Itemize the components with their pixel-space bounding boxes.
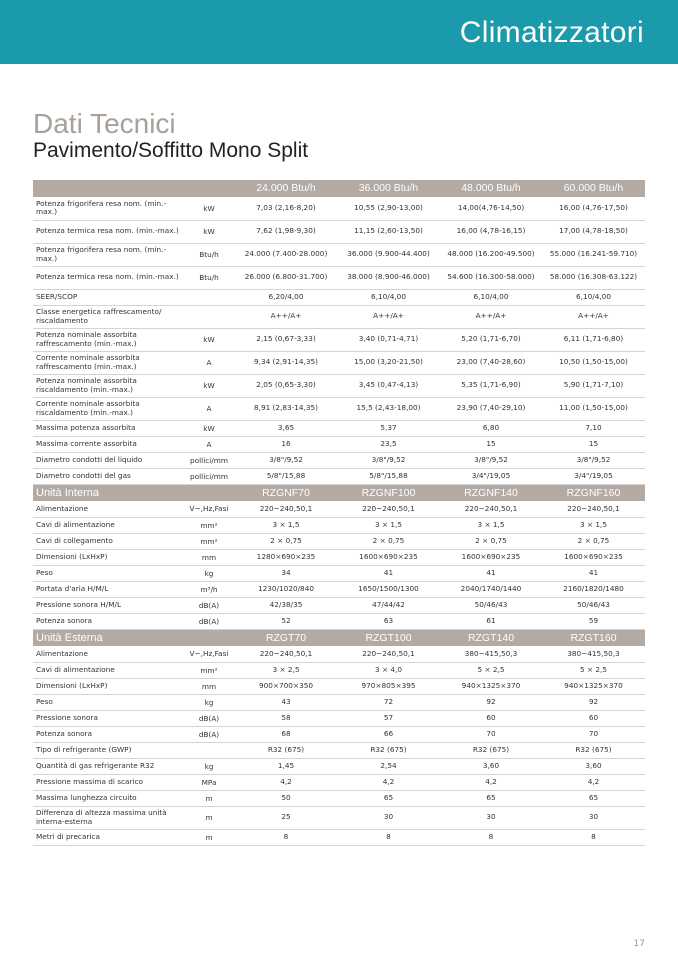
row-value: 36.000 (9.900-44.400) bbox=[337, 243, 440, 266]
row-unit: dB(A) bbox=[183, 613, 235, 629]
row-value: 2,15 (0,67-3,33) bbox=[235, 328, 337, 351]
row-value: 3,60 bbox=[542, 758, 645, 774]
row-unit: mm² bbox=[183, 662, 235, 678]
table-row bbox=[33, 266, 645, 289]
row-value: 1600×690×235 bbox=[440, 549, 542, 565]
table-row bbox=[33, 565, 645, 581]
row-value: R32 (675) bbox=[542, 742, 645, 758]
row-value: 66 bbox=[337, 726, 440, 742]
section-outdoor-col: RZGT140 bbox=[440, 629, 542, 646]
row-label: Alimentazione bbox=[33, 501, 183, 517]
row-value: 8 bbox=[542, 829, 645, 845]
row-value: 940×1325×370 bbox=[440, 678, 542, 694]
row-value: 68 bbox=[235, 726, 337, 742]
row-value: 2160/1820/1480 bbox=[542, 581, 645, 597]
table-row bbox=[33, 549, 645, 565]
row-value: 25 bbox=[235, 806, 337, 829]
row-value: 3,45 (0,47-4,13) bbox=[337, 374, 440, 397]
table-row bbox=[33, 420, 645, 436]
column-header-col: 24.000 Btu/h bbox=[235, 180, 337, 197]
table-row bbox=[33, 662, 645, 678]
row-label: Potenza frigorifera resa nom. (min.-max.) bbox=[33, 197, 183, 220]
table-row bbox=[33, 533, 645, 549]
table-row bbox=[33, 790, 645, 806]
section-indoor-col: RZGNF70 bbox=[235, 484, 337, 501]
row-value: 3,65 bbox=[235, 420, 337, 436]
row-value: 2 × 0,75 bbox=[542, 533, 645, 549]
table-row bbox=[33, 710, 645, 726]
row-unit: V~,Hz,Fasi bbox=[183, 501, 235, 517]
row-value: 3 × 1,5 bbox=[440, 517, 542, 533]
row-label: Dimensioni (LxHxP) bbox=[33, 678, 183, 694]
table-row bbox=[33, 613, 645, 629]
row-value: 900×700×350 bbox=[235, 678, 337, 694]
row-value: 16,00 (4,78-16,15) bbox=[440, 220, 542, 243]
row-value: 23,00 (7,40-28,60) bbox=[440, 351, 542, 374]
row-value: 4,2 bbox=[235, 774, 337, 790]
row-label: Potenza nominale assorbita raffrescamento (min.-max.) bbox=[33, 328, 183, 351]
row-value: 15 bbox=[440, 436, 542, 452]
table-row bbox=[33, 220, 645, 243]
row-label: Potenza sonora bbox=[33, 726, 183, 742]
row-value: 41 bbox=[542, 565, 645, 581]
row-unit: m³/h bbox=[183, 581, 235, 597]
row-value: 5 × 2,5 bbox=[542, 662, 645, 678]
row-value: 1600×690×235 bbox=[337, 549, 440, 565]
row-value: 7,62 (1,98-9,30) bbox=[235, 220, 337, 243]
section-outdoor-label: Unità Esterna bbox=[33, 629, 183, 646]
column-header-col: 36.000 Btu/h bbox=[337, 180, 440, 197]
row-value: 5,90 (1,71-7,10) bbox=[542, 374, 645, 397]
row-label: Potenza termica resa nom. (min.-max.) bbox=[33, 266, 183, 289]
row-label: Pressione sonora bbox=[33, 710, 183, 726]
row-value: R32 (675) bbox=[440, 742, 542, 758]
row-unit: Btu/h bbox=[183, 266, 235, 289]
row-label: Portata d'aria H/M/L bbox=[33, 581, 183, 597]
table-row bbox=[33, 501, 645, 517]
row-value: 220~240,50,1 bbox=[235, 646, 337, 662]
section-outdoor-col: RZGT160 bbox=[542, 629, 645, 646]
row-value: 1,45 bbox=[235, 758, 337, 774]
row-value: 41 bbox=[337, 565, 440, 581]
row-label: Peso bbox=[33, 694, 183, 710]
table-row bbox=[33, 581, 645, 597]
row-value: 72 bbox=[337, 694, 440, 710]
table-row bbox=[33, 305, 645, 328]
row-label: Alimentazione bbox=[33, 646, 183, 662]
table-row bbox=[33, 289, 645, 305]
row-unit: kW bbox=[183, 420, 235, 436]
row-value: 30 bbox=[542, 806, 645, 829]
row-value: 8 bbox=[337, 829, 440, 845]
row-value: 3,40 (0,71-4,71) bbox=[337, 328, 440, 351]
row-value: 940×1325×370 bbox=[542, 678, 645, 694]
column-header bbox=[33, 180, 645, 197]
row-unit: kW bbox=[183, 197, 235, 220]
row-value: 5,20 (1,71-6,70) bbox=[440, 328, 542, 351]
row-value: 15,00 (3,20-21,50) bbox=[337, 351, 440, 374]
row-value: 2,54 bbox=[337, 758, 440, 774]
table-row bbox=[33, 829, 645, 845]
row-value: 1600×690×235 bbox=[542, 549, 645, 565]
row-value: 65 bbox=[337, 790, 440, 806]
row-value: 50/46/43 bbox=[542, 597, 645, 613]
row-label: Cavi di alimentazione bbox=[33, 662, 183, 678]
row-value: R32 (675) bbox=[235, 742, 337, 758]
row-value: 6,10/4,00 bbox=[542, 289, 645, 305]
row-value: 54.600 (16.300-58.000) bbox=[440, 266, 542, 289]
row-unit: mm bbox=[183, 549, 235, 565]
row-value: 970×805×395 bbox=[337, 678, 440, 694]
row-unit: kg bbox=[183, 694, 235, 710]
row-label: Diametro condotti del gas bbox=[33, 468, 183, 484]
row-value: 6,20/4,00 bbox=[235, 289, 337, 305]
section-outdoor bbox=[33, 629, 645, 646]
row-label: Dimensioni (LxHxP) bbox=[33, 549, 183, 565]
table-row bbox=[33, 328, 645, 351]
row-value: 5/8"/15,88 bbox=[337, 468, 440, 484]
row-value: 220~240,50,1 bbox=[440, 501, 542, 517]
row-value: 8,91 (2,83-14,35) bbox=[235, 397, 337, 420]
row-unit bbox=[183, 305, 235, 328]
row-label: Potenza frigorifera resa nom. (min.-max.) bbox=[33, 243, 183, 266]
section-outdoor-col: RZGT100 bbox=[337, 629, 440, 646]
row-value: 23,5 bbox=[337, 436, 440, 452]
table-row bbox=[33, 597, 645, 613]
table-row bbox=[33, 806, 645, 829]
row-label: Pressione massima di scarico bbox=[33, 774, 183, 790]
column-header-col: 48.000 Btu/h bbox=[440, 180, 542, 197]
row-unit: kW bbox=[183, 374, 235, 397]
row-unit: dB(A) bbox=[183, 726, 235, 742]
row-unit: m bbox=[183, 829, 235, 845]
table-row bbox=[33, 517, 645, 533]
row-value: 50 bbox=[235, 790, 337, 806]
row-value: 34 bbox=[235, 565, 337, 581]
section-indoor-col: RZGNF100 bbox=[337, 484, 440, 501]
section-indoor-unit bbox=[183, 484, 235, 501]
row-unit: kW bbox=[183, 220, 235, 243]
row-value: 2 × 0,75 bbox=[235, 533, 337, 549]
row-label: SEER/SCOP bbox=[33, 289, 183, 305]
row-value: 7,03 (2,16-8,20) bbox=[235, 197, 337, 220]
row-value: 30 bbox=[337, 806, 440, 829]
row-value: 47/44/42 bbox=[337, 597, 440, 613]
row-value: 65 bbox=[542, 790, 645, 806]
row-value: 3 × 1,5 bbox=[542, 517, 645, 533]
row-value: 2,05 (0,65-3,30) bbox=[235, 374, 337, 397]
row-unit: kW bbox=[183, 328, 235, 351]
row-unit: A bbox=[183, 436, 235, 452]
page-number: 17 bbox=[633, 939, 645, 949]
row-value: 4,2 bbox=[542, 774, 645, 790]
section-indoor-col: RZGNF160 bbox=[542, 484, 645, 501]
row-value: 42/38/35 bbox=[235, 597, 337, 613]
row-label: Massima potenza assorbita bbox=[33, 420, 183, 436]
table-row bbox=[33, 452, 645, 468]
row-value: 1280×690×235 bbox=[235, 549, 337, 565]
row-unit: pollici/mm bbox=[183, 468, 235, 484]
row-value: 2 × 0,75 bbox=[440, 533, 542, 549]
row-value: 8 bbox=[235, 829, 337, 845]
row-label: Potenza nominale assorbita riscaldamento (min.-max.) bbox=[33, 374, 183, 397]
row-label: Diametro condotti del liquido bbox=[33, 452, 183, 468]
row-value: A++/A+ bbox=[337, 305, 440, 328]
row-value: 1650/1500/1300 bbox=[337, 581, 440, 597]
row-value: 58 bbox=[235, 710, 337, 726]
row-value: 48.000 (16.200-49.500) bbox=[440, 243, 542, 266]
row-label: Corrente nominale assorbita riscaldamento (min.-max.) bbox=[33, 397, 183, 420]
row-value: 220~240,50,1 bbox=[542, 501, 645, 517]
row-value: 220~240,50,1 bbox=[337, 646, 440, 662]
row-label: Metri di precarica bbox=[33, 829, 183, 845]
row-unit: dB(A) bbox=[183, 597, 235, 613]
row-value: 2040/1740/1440 bbox=[440, 581, 542, 597]
row-label: Cavi di alimentazione bbox=[33, 517, 183, 533]
row-value: A++/A+ bbox=[440, 305, 542, 328]
section-indoor-label: Unità Interna bbox=[33, 484, 183, 501]
table-row bbox=[33, 197, 645, 220]
column-header-label bbox=[33, 180, 183, 197]
row-label: Pressione sonora H/M/L bbox=[33, 597, 183, 613]
table-row bbox=[33, 726, 645, 742]
table-row bbox=[33, 374, 645, 397]
row-value: 92 bbox=[440, 694, 542, 710]
row-value: 3/8"/9,52 bbox=[542, 452, 645, 468]
row-value: 14,00(4,76-14,50) bbox=[440, 197, 542, 220]
row-value: 3/4"/19,05 bbox=[542, 468, 645, 484]
row-unit: V~,Hz,Fasi bbox=[183, 646, 235, 662]
row-unit: kg bbox=[183, 758, 235, 774]
table-row bbox=[33, 758, 645, 774]
row-value: 15,5 (2,43-18,00) bbox=[337, 397, 440, 420]
row-label: Cavi di collegamento bbox=[33, 533, 183, 549]
column-header-unit bbox=[183, 180, 235, 197]
row-unit: m bbox=[183, 790, 235, 806]
row-value: 5 × 2,5 bbox=[440, 662, 542, 678]
row-value: 16 bbox=[235, 436, 337, 452]
row-value: 70 bbox=[440, 726, 542, 742]
row-value: 3/8"/9,52 bbox=[337, 452, 440, 468]
row-label: Corrente nominale assorbita raffrescamento (min.-max.) bbox=[33, 351, 183, 374]
row-value: 70 bbox=[542, 726, 645, 742]
row-value: 5/8"/15,88 bbox=[235, 468, 337, 484]
row-label: Quantità di gas refrigerante R32 bbox=[33, 758, 183, 774]
row-value: R32 (675) bbox=[337, 742, 440, 758]
row-value: 61 bbox=[440, 613, 542, 629]
row-label: Massima corrente assorbita bbox=[33, 436, 183, 452]
row-value: 59 bbox=[542, 613, 645, 629]
row-unit: MPa bbox=[183, 774, 235, 790]
row-value: 26.000 (6.800-31.700) bbox=[235, 266, 337, 289]
row-label: Massima lunghezza circuito bbox=[33, 790, 183, 806]
table-row bbox=[33, 436, 645, 452]
row-value: 5,37 bbox=[337, 420, 440, 436]
row-value: 3 × 1,5 bbox=[235, 517, 337, 533]
column-header-col: 60.000 Btu/h bbox=[542, 180, 645, 197]
row-unit: pollici/mm bbox=[183, 452, 235, 468]
table-row bbox=[33, 774, 645, 790]
row-value: 4,2 bbox=[337, 774, 440, 790]
row-label: Peso bbox=[33, 565, 183, 581]
row-value: 65 bbox=[440, 790, 542, 806]
table-row bbox=[33, 694, 645, 710]
section-indoor-col: RZGNF140 bbox=[440, 484, 542, 501]
page-title: Dati Tecnici bbox=[33, 108, 176, 139]
row-value: 3 × 2,5 bbox=[235, 662, 337, 678]
spec-table bbox=[33, 180, 645, 846]
table-row bbox=[33, 397, 645, 420]
row-value: 11,00 (1,50-15,00) bbox=[542, 397, 645, 420]
row-label: Potenza termica resa nom. (min.-max.) bbox=[33, 220, 183, 243]
row-label: Classe energetica raffrescamento/ riscaldamento bbox=[33, 305, 183, 328]
row-value: 3,60 bbox=[440, 758, 542, 774]
row-value: 8 bbox=[440, 829, 542, 845]
row-value: 50/46/43 bbox=[440, 597, 542, 613]
row-value: 3 × 1,5 bbox=[337, 517, 440, 533]
row-unit: A bbox=[183, 397, 235, 420]
table-row bbox=[33, 678, 645, 694]
row-label: Differenza di altezza massima unità interna-esterna bbox=[33, 806, 183, 829]
row-value: 6,10/4,00 bbox=[337, 289, 440, 305]
table-row bbox=[33, 742, 645, 758]
row-value: 11,15 (2,60-13,50) bbox=[337, 220, 440, 243]
row-value: 4,2 bbox=[440, 774, 542, 790]
row-value: 2 × 0,75 bbox=[337, 533, 440, 549]
row-value: 92 bbox=[542, 694, 645, 710]
row-value: 3 × 4,0 bbox=[337, 662, 440, 678]
row-value: 52 bbox=[235, 613, 337, 629]
row-value: 15 bbox=[542, 436, 645, 452]
row-value: 380~415,50,3 bbox=[440, 646, 542, 662]
row-unit: mm² bbox=[183, 517, 235, 533]
row-value: A++/A+ bbox=[235, 305, 337, 328]
row-value: 60 bbox=[440, 710, 542, 726]
row-value: 6,11 (1,71-6,80) bbox=[542, 328, 645, 351]
row-unit bbox=[183, 289, 235, 305]
row-value: 57 bbox=[337, 710, 440, 726]
row-unit: kg bbox=[183, 565, 235, 581]
row-value: 10,55 (2,90-13,00) bbox=[337, 197, 440, 220]
row-unit: mm bbox=[183, 678, 235, 694]
section-outdoor-unit bbox=[183, 629, 235, 646]
row-value: 3/4"/19,05 bbox=[440, 468, 542, 484]
section-indoor bbox=[33, 484, 645, 501]
row-value: 10,50 (1,50-15,00) bbox=[542, 351, 645, 374]
row-label: Tipo di refrigerante (GWP) bbox=[33, 742, 183, 758]
row-value: 3/8"/9,52 bbox=[440, 452, 542, 468]
row-value: 63 bbox=[337, 613, 440, 629]
table-row bbox=[33, 646, 645, 662]
row-value: 23,90 (7,40-29,10) bbox=[440, 397, 542, 420]
row-value: 220~240,50,1 bbox=[337, 501, 440, 517]
table-row bbox=[33, 243, 645, 266]
row-value: 3/8"/9,52 bbox=[235, 452, 337, 468]
row-value: 380~415,50,3 bbox=[542, 646, 645, 662]
row-unit: Btu/h bbox=[183, 243, 235, 266]
row-value: 17,00 (4,78-18,50) bbox=[542, 220, 645, 243]
row-value: 41 bbox=[440, 565, 542, 581]
row-value: 60 bbox=[542, 710, 645, 726]
section-outdoor-col: RZGT70 bbox=[235, 629, 337, 646]
row-value: 58.000 (16.308-63.122) bbox=[542, 266, 645, 289]
banner-title: Climatizzatori bbox=[459, 16, 644, 49]
row-unit: mm² bbox=[183, 533, 235, 549]
row-value: 1230/1020/840 bbox=[235, 581, 337, 597]
row-value: 30 bbox=[440, 806, 542, 829]
row-value: 38.000 (8.900-46.000) bbox=[337, 266, 440, 289]
row-value: 16,00 (4,76-17,50) bbox=[542, 197, 645, 220]
row-value: 55.000 (16.241-59.710) bbox=[542, 243, 645, 266]
row-unit: m bbox=[183, 806, 235, 829]
row-value: 43 bbox=[235, 694, 337, 710]
row-value: 5,35 (1,71-6,90) bbox=[440, 374, 542, 397]
header-banner bbox=[0, 0, 678, 64]
row-unit: dB(A) bbox=[183, 710, 235, 726]
table-row bbox=[33, 351, 645, 374]
row-unit: A bbox=[183, 351, 235, 374]
row-value: 7,10 bbox=[542, 420, 645, 436]
row-value: 6,80 bbox=[440, 420, 542, 436]
page-subtitle: Pavimento/Soffitto Mono Split bbox=[33, 139, 309, 162]
row-value: A++/A+ bbox=[542, 305, 645, 328]
row-label: Potenza sonora bbox=[33, 613, 183, 629]
row-unit bbox=[183, 742, 235, 758]
row-value: 24.000 (7.400-28.000) bbox=[235, 243, 337, 266]
row-value: 6,10/4,00 bbox=[440, 289, 542, 305]
table-row bbox=[33, 468, 645, 484]
row-value: 220~240,50,1 bbox=[235, 501, 337, 517]
row-value: 9,34 (2,91-14,35) bbox=[235, 351, 337, 374]
